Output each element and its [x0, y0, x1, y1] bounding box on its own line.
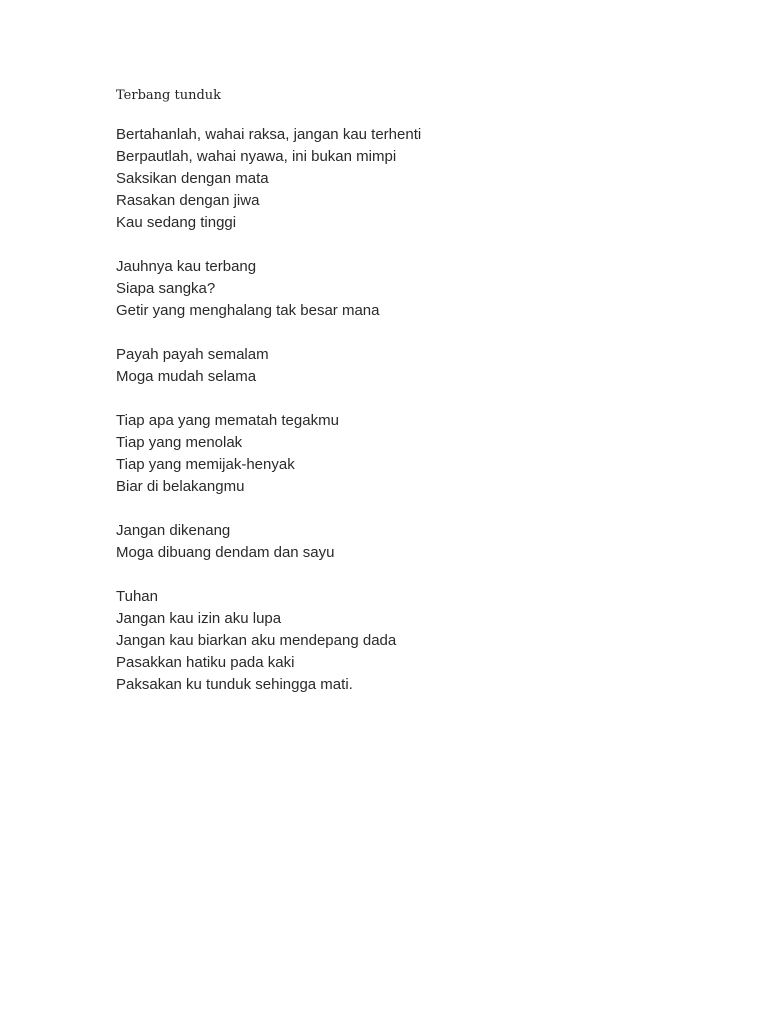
poem-line: Jangan kau biarkan aku mendepang dada: [116, 632, 397, 649]
poem-line: Paksakan ku tunduk sehingga mati.: [116, 676, 353, 693]
poem-body: [116, 124, 716, 718]
poem-line: Jangan dikenang: [116, 522, 231, 539]
poem-line: Jangan kau izin aku lupa: [116, 610, 282, 627]
poem-line: Pasakkan hatiku pada kaki: [116, 654, 295, 671]
poem-line: Jauhnya kau terbang: [116, 258, 257, 275]
poem-line: Getir yang menghalang tak besar mana: [116, 302, 380, 319]
poem-line: Rasakan dengan jiwa: [116, 192, 260, 209]
poem-line: Berpautlah, wahai nyawa, ini bukan mimpi: [116, 148, 397, 165]
poem-stanza: [116, 124, 716, 234]
poem-line: Tuhan: [116, 588, 158, 605]
poem-stanza: [116, 586, 716, 696]
poem-stanza: [116, 520, 716, 564]
poem-line: Tiap yang memijak-henyak: [116, 456, 295, 473]
poem-line: Saksikan dengan mata: [116, 170, 269, 187]
poem-line: Tiap apa yang mematah tegakmu: [116, 412, 339, 429]
poem-stanza: [116, 256, 716, 322]
poem-line: Tiap yang menolak: [116, 434, 243, 451]
poem-title: Terbang tunduk: [116, 88, 222, 103]
poem-line: Moga dibuang dendam dan sayu: [116, 544, 335, 561]
poem-line: Moga mudah selama: [116, 368, 257, 385]
poem-stanza: [116, 410, 716, 498]
poem-line: Siapa sangka?: [116, 280, 216, 297]
poem-line: Bertahanlah, wahai raksa, jangan kau terhenti: [116, 126, 422, 143]
poem-line: Payah payah semalam: [116, 346, 269, 363]
poem-line: Kau sedang tinggi: [116, 214, 237, 231]
poem-line: Biar di belakangmu: [116, 478, 245, 495]
poem-stanza: [116, 344, 716, 388]
